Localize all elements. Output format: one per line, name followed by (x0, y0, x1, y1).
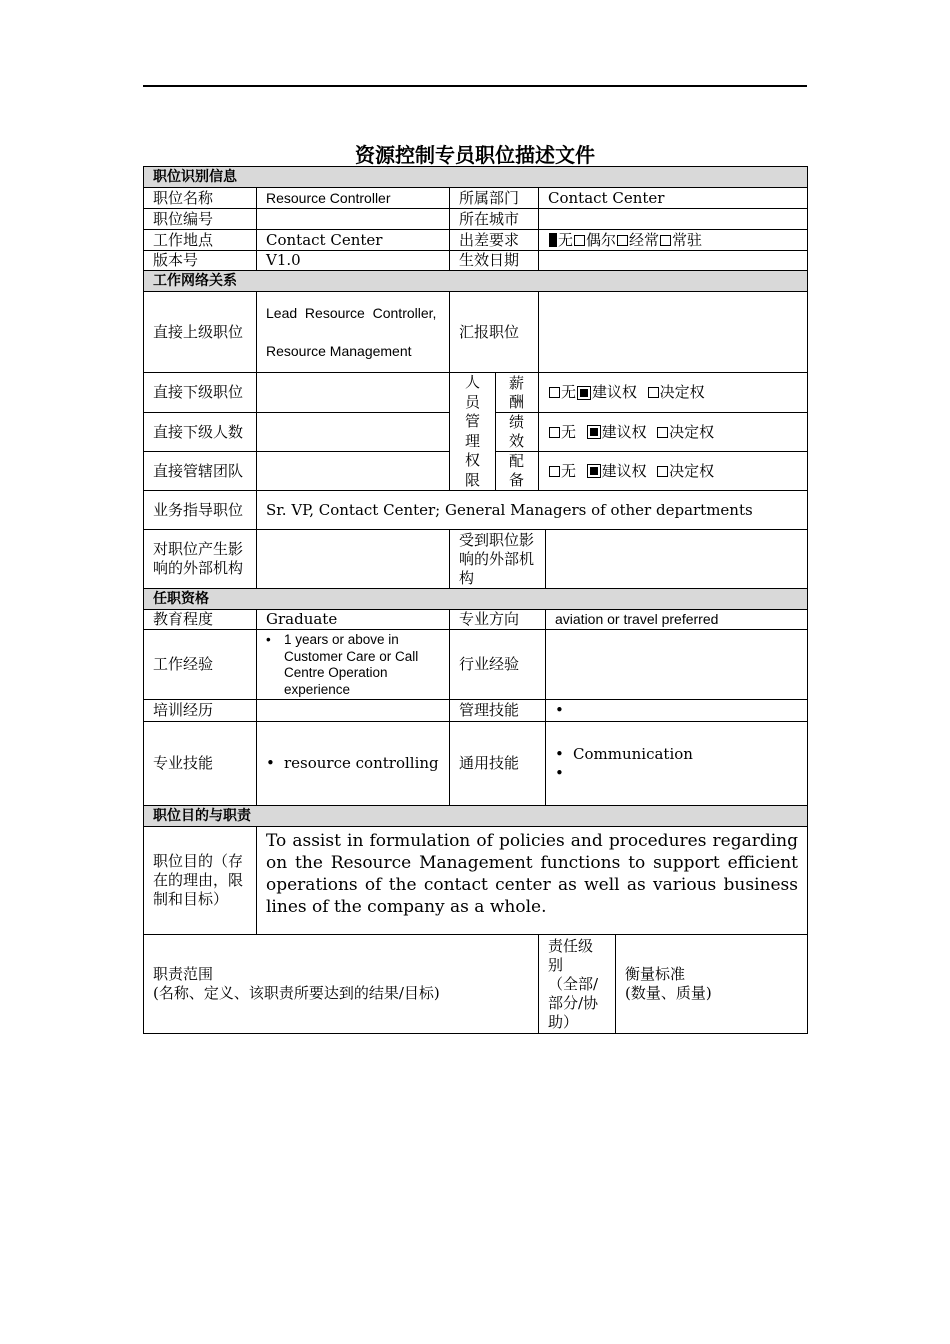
purpose-text: To assist in formulation of policies and procedures regarding on the Resource Management functions to support efficient operations of the contact center as well as various business lines of the company as a whole. (257, 827, 808, 935)
auth-label-staffing: 配备 (496, 452, 539, 491)
mgmt-skill-value: • (546, 700, 808, 722)
industry-label: 行业经验 (450, 630, 546, 700)
major-label: 专业方向 (450, 610, 546, 630)
auth-options-salary: 无 建议权 决定权 (539, 373, 808, 413)
performance-suggest-checkbox[interactable] (587, 425, 601, 439)
salary-suggest-checkbox[interactable] (577, 386, 591, 400)
city-label: 所在城市 (450, 209, 539, 230)
section-identification: 职位识别信息 (144, 167, 808, 188)
sub-count-label: 直接下级人数 (144, 413, 257, 452)
scope-header: 职责范围 (名称、定义、该职责所要达到的结果/目标) (144, 935, 539, 1034)
guidance-label: 业务指导职位 (144, 491, 257, 530)
experience-label: 工作经验 (144, 630, 257, 700)
hr-authority-label: 人 员 管 理 权 限 (450, 373, 496, 491)
superior-label: 直接上级职位 (144, 292, 257, 373)
effective-label: 生效日期 (450, 251, 539, 271)
travel-options: 无 偶尔 经常 常驻 (539, 230, 808, 251)
staffing-decide-checkbox[interactable] (657, 466, 668, 477)
auth-options-performance: 无 建议权 决定权 (539, 413, 808, 452)
auth-label-performance: 绩效 (496, 413, 539, 452)
experience-value: • 1 years or above in Customer Care or Call Centre Operation experience (257, 630, 450, 700)
team-value (257, 452, 450, 491)
level-header: 责任级别 （全部/部分/协助） (539, 935, 616, 1034)
prof-skill-label: 专业技能 (144, 722, 257, 806)
performance-none-checkbox[interactable] (549, 427, 560, 438)
section-qualification: 任职资格 (144, 589, 808, 610)
report-label: 汇报职位 (450, 292, 539, 373)
measure-header: 衡量标准 (数量、质量) (616, 935, 808, 1034)
version-label: 版本号 (144, 251, 257, 271)
training-value (257, 700, 450, 722)
mgmt-skill-label: 管理技能 (450, 700, 546, 722)
prof-skill-value: • resource controlling (257, 722, 450, 806)
staffing-suggest-checkbox[interactable] (587, 464, 601, 478)
section-network: 工作网络关系 (144, 271, 808, 292)
guidance-value: Sr. VP, Contact Center; General Managers of other departments (257, 491, 808, 530)
travel-often-checkbox[interactable] (617, 235, 628, 246)
major-value: aviation or travel preferred (546, 610, 808, 630)
purpose-label: 职位目的（存在的理由，限制和目标） (144, 827, 257, 935)
city-value (539, 209, 808, 230)
position-no-value (257, 209, 450, 230)
document-title: 资源控制专员职位描述文件 (355, 143, 595, 167)
location-label: 工作地点 (144, 230, 257, 251)
department-value: Contact Center (539, 188, 808, 209)
performance-decide-checkbox[interactable] (657, 427, 668, 438)
header-rule (143, 85, 807, 87)
position-name-label: 职位名称 (144, 188, 257, 209)
position-name-value: Resource Controller (257, 188, 450, 209)
superior-value: Lead Resource Controller, Resource Management (257, 292, 450, 373)
travel-occasional-checkbox[interactable] (574, 235, 585, 246)
training-label: 培训经历 (144, 700, 257, 722)
salary-none-checkbox[interactable] (549, 387, 560, 398)
salary-decide-checkbox[interactable] (648, 387, 659, 398)
position-no-label: 职位编号 (144, 209, 257, 230)
team-label: 直接管辖团队 (144, 452, 257, 491)
education-label: 教育程度 (144, 610, 257, 630)
auth-options-staffing: 无 建议权 决定权 (539, 452, 808, 491)
travel-label: 出差要求 (450, 230, 539, 251)
location-value: Contact Center (257, 230, 450, 251)
department-label: 所属部门 (450, 188, 539, 209)
general-skill-label: 通用技能 (450, 722, 546, 806)
ext-affect-value (257, 530, 450, 589)
effective-value (539, 251, 808, 271)
section-purpose: 职位目的与职责 (144, 806, 808, 827)
report-value (539, 292, 808, 373)
staffing-none-checkbox[interactable] (549, 466, 560, 477)
version-value: V1.0 (257, 251, 450, 271)
general-skill-value: • Communication • (546, 722, 808, 806)
travel-resident-checkbox[interactable] (660, 235, 671, 246)
industry-value (546, 630, 808, 700)
education-value: Graduate (257, 610, 450, 630)
sub-count-value (257, 413, 450, 452)
ext-affected-label: 受到职位影响的外部机构 (450, 530, 546, 589)
travel-none-checkbox[interactable] (549, 233, 557, 247)
ext-affect-label: 对职位产生影响的外部机构 (144, 530, 257, 589)
sub-position-value (257, 373, 450, 413)
ext-affected-value (546, 530, 808, 589)
sub-position-label: 直接下级职位 (144, 373, 257, 413)
auth-label-salary: 薪酬 (496, 373, 539, 413)
job-description-table (143, 166, 808, 1034)
